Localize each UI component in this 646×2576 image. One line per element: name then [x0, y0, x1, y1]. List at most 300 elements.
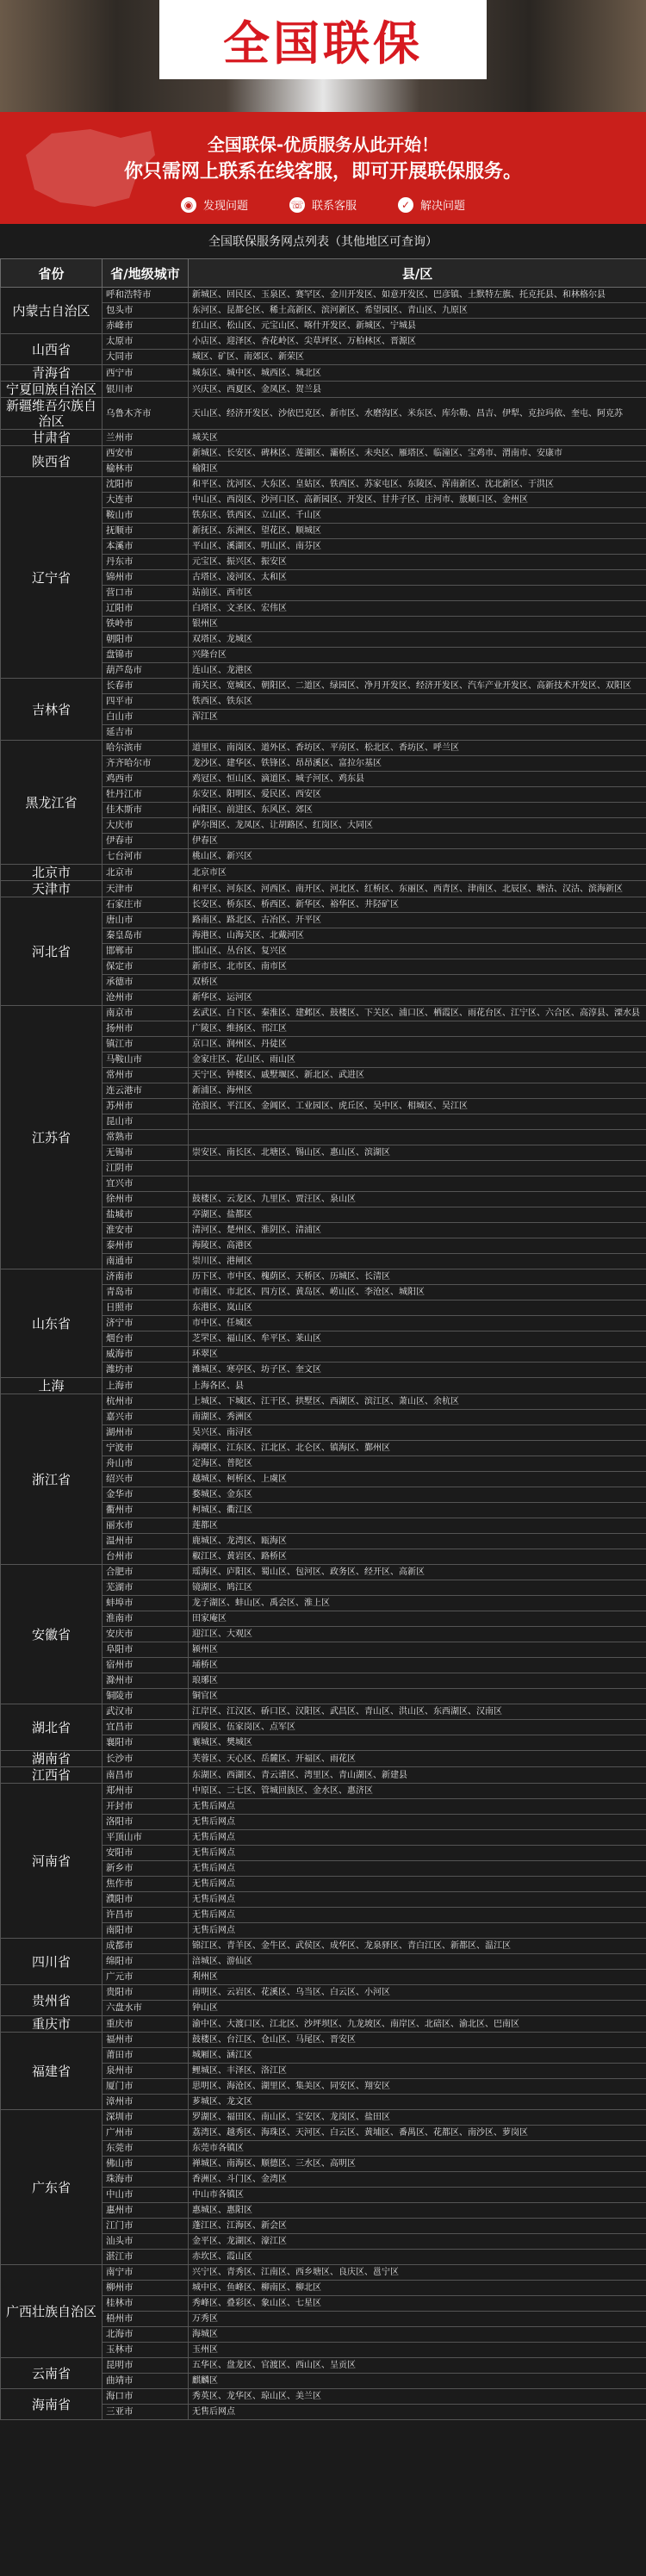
district-cell: 红山区、松山区、元宝山区、喀什开发区、新城区、宁城县 — [189, 319, 646, 334]
district-cell: 东湖区、西湖区、青云谱区、湾里区、青山湖区、新建县 — [189, 1767, 646, 1784]
district-cell: 海港区、山海关区、北戴河区 — [189, 928, 646, 944]
city-cell: 赤峰市 — [102, 319, 189, 334]
district-cell — [189, 1161, 646, 1176]
page-title: 全国联保 — [223, 16, 423, 71]
province-cell: 广东省 — [1, 2110, 102, 2265]
district-cell: 路南区、路北区、古冶区、开平区 — [189, 913, 646, 928]
city-cell: 常州市 — [102, 1068, 189, 1083]
header-province: 省份 — [1, 259, 102, 288]
city-cell: 徐州市 — [102, 1192, 189, 1207]
table-row — [1, 1394, 646, 1410]
city-cell: 太原市 — [102, 334, 189, 350]
district-cell: 潍城区、寒亭区、坊子区、奎文区 — [189, 1362, 646, 1378]
district-cell: 白塔区、文圣区、宏伟区 — [189, 601, 646, 617]
province-cell: 山东省 — [1, 1269, 102, 1378]
city-cell: 兰州市 — [102, 430, 189, 446]
city-cell: 南通市 — [102, 1254, 189, 1269]
city-cell: 襄阳市 — [102, 1735, 189, 1751]
district-cell: 惠城区、惠阳区 — [189, 2203, 646, 2219]
province-cell: 黑龙江省 — [1, 741, 102, 865]
district-cell: 锦江区、青羊区、金牛区、武侯区、成华区、龙泉驿区、青白江区、新都区、温江区 — [189, 1939, 646, 1954]
city-cell: 金华市 — [102, 1487, 189, 1503]
district-cell: 利州区 — [189, 1970, 646, 1985]
district-cell: 海曙区、江东区、江北区、北仑区、镇海区、鄞州区 — [189, 1441, 646, 1456]
step-label: 解决问题 — [420, 200, 466, 213]
city-cell: 石家庄市 — [102, 897, 189, 913]
district-cell: 新华区、运河区 — [189, 990, 646, 1006]
city-cell: 绍兴市 — [102, 1472, 189, 1487]
city-cell: 大连市 — [102, 493, 189, 508]
province-cell: 吉林省 — [1, 679, 102, 741]
district-cell: 迎江区、大观区 — [189, 1627, 646, 1642]
district-cell: 无售后网点 — [189, 1877, 646, 1892]
city-cell: 佛山市 — [102, 2157, 189, 2172]
city-cell: 苏州市 — [102, 1099, 189, 1114]
district-cell: 无售后网点 — [189, 1861, 646, 1877]
district-cell: 新浦区、海州区 — [189, 1083, 646, 1099]
city-cell: 江门市 — [102, 2219, 189, 2234]
city-cell: 齐齐哈尔市 — [102, 756, 189, 772]
district-cell: 北京市区 — [189, 865, 646, 881]
table-row — [1, 1006, 646, 1021]
city-cell: 南京市 — [102, 1006, 189, 1021]
city-cell: 本溪市 — [102, 539, 189, 555]
city-cell: 合肥市 — [102, 1565, 189, 1580]
district-cell: 崇川区、港闸区 — [189, 1254, 646, 1269]
wrench-icon: ✓ — [398, 197, 413, 213]
city-cell: 泰州市 — [102, 1238, 189, 1254]
hero-banner — [0, 0, 646, 112]
district-cell: 无售后网点 — [189, 1846, 646, 1861]
province-cell: 湖南省 — [1, 1751, 102, 1767]
district-cell: 瑶海区、庐阳区、蜀山区、包河区、政务区、经开区、高新区 — [189, 1565, 646, 1580]
district-cell: 向阳区、前进区、东风区、郊区 — [189, 803, 646, 818]
province-cell: 海南省 — [1, 2389, 102, 2420]
city-cell: 秦皇岛市 — [102, 928, 189, 944]
city-cell: 宜昌市 — [102, 1720, 189, 1735]
district-cell: 清河区、楚州区、淮阴区、清浦区 — [189, 1223, 646, 1238]
province-cell: 天津市 — [1, 881, 102, 897]
city-cell: 海口市 — [102, 2389, 189, 2405]
city-cell: 呼和浩特市 — [102, 288, 189, 303]
city-cell: 邯郸市 — [102, 944, 189, 959]
city-cell: 济宁市 — [102, 1316, 189, 1331]
city-cell: 鸡西市 — [102, 772, 189, 787]
district-cell: 萨尔图区、龙凤区、让胡路区、红岗区、大同区 — [189, 818, 646, 834]
city-cell: 七台河市 — [102, 849, 189, 865]
district-cell: 中山市各镇区 — [189, 2188, 646, 2203]
city-cell: 惠州市 — [102, 2203, 189, 2219]
service-steps — [0, 196, 646, 213]
table-row — [1, 1939, 646, 1954]
city-cell: 蚌埠市 — [102, 1596, 189, 1611]
city-cell: 银川市 — [102, 382, 189, 398]
city-cell: 榆林市 — [102, 462, 189, 477]
city-cell: 盘锦市 — [102, 648, 189, 663]
district-cell: 柯城区、衢江区 — [189, 1503, 646, 1518]
city-cell: 芜湖市 — [102, 1580, 189, 1596]
city-cell: 上海市 — [102, 1378, 189, 1394]
city-cell: 营口市 — [102, 586, 189, 601]
province-cell: 北京市 — [1, 865, 102, 881]
district-cell: 新城区、长安区、碑林区、莲湖区、灞桥区、未央区、雁塔区、临潼区、宝鸡市、渭南市、安康市 — [189, 446, 646, 462]
city-cell: 无锡市 — [102, 1145, 189, 1161]
city-cell: 承德市 — [102, 975, 189, 990]
district-cell: 禅城区、南海区、顺德区、三水区、高明区 — [189, 2157, 646, 2172]
city-cell: 厦门市 — [102, 2079, 189, 2095]
camera-icon: ◉ — [181, 197, 196, 213]
district-cell: 鲤城区、丰泽区、洛江区 — [189, 2064, 646, 2079]
district-cell: 无售后网点 — [189, 1923, 646, 1939]
district-cell: 长安区、桥东区、桥西区、新华区、裕华区、井陉矿区 — [189, 897, 646, 913]
city-cell: 曲靖市 — [102, 2374, 189, 2389]
table-row — [1, 430, 646, 446]
city-cell: 湛江市 — [102, 2250, 189, 2265]
city-cell: 牡丹江市 — [102, 787, 189, 803]
district-cell: 历下区、市中区、槐荫区、天桥区、历城区、长清区 — [189, 1269, 646, 1285]
banner-subheadline: 你只需网上联系在线客服，即可开展联保服务。 — [123, 161, 522, 183]
district-cell: 无售后网点 — [189, 2405, 646, 2420]
table-row — [1, 2358, 646, 2374]
table-row — [1, 881, 646, 897]
district-cell: 罗湖区、福田区、南山区、宝安区、龙岗区、盐田区 — [189, 2110, 646, 2126]
city-cell: 绵阳市 — [102, 1954, 189, 1970]
district-cell: 城关区 — [189, 430, 646, 446]
table-row — [1, 2389, 646, 2405]
city-cell: 锦州市 — [102, 570, 189, 586]
city-cell: 宁波市 — [102, 1441, 189, 1456]
table-row — [1, 741, 646, 756]
district-cell: 赤坎区、霞山区 — [189, 2250, 646, 2265]
step-solve-problem — [398, 196, 465, 213]
district-cell — [189, 725, 646, 741]
district-cell: 亭湖区、盐都区 — [189, 1207, 646, 1223]
district-cell: 城区、矿区、南郊区、新荣区 — [189, 350, 646, 365]
province-cell: 广西壮族自治区 — [1, 2265, 102, 2358]
city-cell: 莆田市 — [102, 2048, 189, 2064]
city-cell: 漳州市 — [102, 2095, 189, 2110]
city-cell: 宜兴市 — [102, 1176, 189, 1192]
province-cell: 四川省 — [1, 1939, 102, 1985]
district-cell: 玄武区、白下区、秦淮区、建邺区、鼓楼区、下关区、浦口区、栖霞区、雨花台区、江宁区、六合区、高淳县、溧水县 — [189, 1006, 646, 1021]
city-cell: 长春市 — [102, 679, 189, 694]
district-cell: 东港区、岚山区 — [189, 1300, 646, 1316]
table-row — [1, 679, 646, 694]
district-cell: 新城区、回民区、玉泉区、赛罕区、金川开发区、如意开发区、巴彦镇、土默特左旗、托克托县、和林格尔县 — [189, 288, 646, 303]
city-cell: 福州市 — [102, 2033, 189, 2048]
province-cell: 山西省 — [1, 334, 102, 365]
step-find-problem — [181, 196, 248, 213]
district-cell: 五华区、盘龙区、官渡区、西山区、呈贡区 — [189, 2358, 646, 2374]
city-cell: 濮阳市 — [102, 1892, 189, 1908]
province-cell: 云南省 — [1, 2358, 102, 2389]
district-cell: 蓬江区、江海区、新会区 — [189, 2219, 646, 2234]
table-row — [1, 382, 646, 398]
province-cell: 江西省 — [1, 1767, 102, 1784]
city-cell: 大同市 — [102, 350, 189, 365]
city-cell: 镇江市 — [102, 1037, 189, 1052]
city-cell: 佳木斯市 — [102, 803, 189, 818]
district-cell: 站前区、西市区 — [189, 586, 646, 601]
district-cell: 东河区、昆都仑区、稀土高新区、滨河新区、希望园区、青山区、九原区 — [189, 303, 646, 319]
district-cell: 新抚区、东洲区、望花区、顺城区 — [189, 524, 646, 539]
city-cell: 抚顺市 — [102, 524, 189, 539]
city-cell: 梧州市 — [102, 2312, 189, 2327]
table-row — [1, 1985, 646, 2001]
step-label: 发现问题 — [202, 200, 248, 213]
district-cell: 中山区、西岗区、沙河口区、高新园区、开发区、甘井子区、庄河市、旅顺口区、金州区 — [189, 493, 646, 508]
city-cell: 开封市 — [102, 1799, 189, 1815]
district-cell: 芗城区、龙文区 — [189, 2095, 646, 2110]
city-cell: 滁州市 — [102, 1673, 189, 1689]
province-cell: 青海省 — [1, 365, 102, 382]
district-cell: 京口区、润州区、丹徒区 — [189, 1037, 646, 1052]
province-cell: 辽宁省 — [1, 477, 102, 679]
province-cell: 宁夏回族自治区 — [1, 382, 102, 398]
district-cell: 市中区、任城区 — [189, 1316, 646, 1331]
city-cell: 鞍山市 — [102, 508, 189, 524]
table-row — [1, 1751, 646, 1767]
city-cell: 长沙市 — [102, 1751, 189, 1767]
city-cell: 中山市 — [102, 2188, 189, 2203]
table-header-row — [1, 259, 646, 288]
table-row — [1, 1767, 646, 1784]
district-cell: 邯山区、丛台区、复兴区 — [189, 944, 646, 959]
district-cell: 越城区、柯桥区、上虞区 — [189, 1472, 646, 1487]
city-cell: 平顶山市 — [102, 1830, 189, 1846]
district-cell: 西陵区、伍家岗区、点军区 — [189, 1720, 646, 1735]
district-cell: 吴兴区、南浔区 — [189, 1425, 646, 1441]
district-cell: 无售后网点 — [189, 1815, 646, 1830]
district-cell: 万秀区 — [189, 2312, 646, 2327]
district-cell: 连山区、龙港区 — [189, 663, 646, 679]
district-cell: 市南区、市北区、四方区、黄岛区、崂山区、李沧区、城阳区 — [189, 1285, 646, 1300]
city-cell: 保定市 — [102, 959, 189, 975]
district-cell: 鼓楼区、台江区、仓山区、马尾区、晋安区 — [189, 2033, 646, 2048]
city-cell: 日照市 — [102, 1300, 189, 1316]
district-cell: 麒麟区 — [189, 2374, 646, 2389]
district-cell: 新市区、北市区、南市区 — [189, 959, 646, 975]
city-cell: 济南市 — [102, 1269, 189, 1285]
district-cell: 浑江区 — [189, 710, 646, 725]
city-cell: 昆山市 — [102, 1114, 189, 1130]
district-cell: 海城区 — [189, 2327, 646, 2343]
city-cell: 丽水市 — [102, 1518, 189, 1534]
city-cell: 连云港市 — [102, 1083, 189, 1099]
step-contact-service — [289, 196, 357, 213]
city-cell: 南阳市 — [102, 1923, 189, 1939]
table-caption: 全国联保服务网点列表（其他地区可查询） — [0, 224, 646, 258]
province-cell: 贵州省 — [1, 1985, 102, 2016]
district-cell: 无售后网点 — [189, 1908, 646, 1923]
province-cell: 河北省 — [1, 897, 102, 1006]
district-cell: 荔湾区、越秀区、海珠区、天河区、白云区、黄埔区、番禺区、花都区、南沙区、萝岗区 — [189, 2126, 646, 2141]
city-cell: 乌鲁木齐市 — [102, 398, 189, 430]
district-cell: 城厢区、涵江区 — [189, 2048, 646, 2064]
city-cell: 六盘水市 — [102, 2001, 189, 2016]
district-cell: 鼓楼区、云龙区、九里区、贾汪区、泉山区 — [189, 1192, 646, 1207]
table-row — [1, 398, 646, 430]
city-cell: 西宁市 — [102, 365, 189, 382]
district-cell: 双桥区 — [189, 975, 646, 990]
step-label: 联系客服 — [311, 200, 357, 213]
city-cell: 辽阳市 — [102, 601, 189, 617]
district-cell: 南湖区、秀洲区 — [189, 1410, 646, 1425]
city-cell: 北海市 — [102, 2327, 189, 2343]
city-cell: 丹东市 — [102, 555, 189, 570]
district-cell: 秀峰区、叠彩区、象山区、七星区 — [189, 2296, 646, 2312]
city-cell: 广元市 — [102, 1970, 189, 1985]
city-cell: 许昌市 — [102, 1908, 189, 1923]
table-body — [1, 288, 646, 2420]
district-cell: 东莞市各镇区 — [189, 2141, 646, 2157]
city-cell: 南宁市 — [102, 2265, 189, 2281]
district-cell: 龙子湖区、蚌山区、禹会区、淮上区 — [189, 1596, 646, 1611]
table-row — [1, 446, 646, 462]
district-cell: 镜湖区、鸠江区 — [189, 1580, 646, 1596]
district-cell: 钟山区 — [189, 2001, 646, 2016]
city-cell: 桂林市 — [102, 2296, 189, 2312]
province-cell: 安徽省 — [1, 1565, 102, 1704]
table-row — [1, 288, 646, 303]
city-cell: 烟台市 — [102, 1331, 189, 1347]
hero-title-panel — [159, 0, 487, 79]
table-row — [1, 2033, 646, 2048]
city-cell: 淮南市 — [102, 1611, 189, 1627]
district-cell: 无售后网点 — [189, 1799, 646, 1815]
province-cell: 江苏省 — [1, 1006, 102, 1269]
table-row — [1, 365, 646, 382]
district-cell: 兴隆台区 — [189, 648, 646, 663]
district-cell: 田家庵区 — [189, 1611, 646, 1627]
city-cell: 天津市 — [102, 881, 189, 897]
city-cell: 焦作市 — [102, 1877, 189, 1892]
district-cell: 埇桥区 — [189, 1658, 646, 1673]
city-cell: 柳州市 — [102, 2281, 189, 2296]
city-cell: 贵阳市 — [102, 1985, 189, 2001]
district-cell: 平山区、溪湖区、明山区、南芬区 — [189, 539, 646, 555]
city-cell: 四平市 — [102, 694, 189, 710]
district-cell: 莲都区 — [189, 1518, 646, 1534]
city-cell: 郑州市 — [102, 1784, 189, 1799]
district-cell: 天宁区、钟楼区、戚墅堰区、新北区、武进区 — [189, 1068, 646, 1083]
city-cell: 湖州市 — [102, 1425, 189, 1441]
city-cell: 杭州市 — [102, 1394, 189, 1410]
table-row — [1, 1784, 646, 1799]
city-cell: 东莞市 — [102, 2141, 189, 2157]
city-cell: 新乡市 — [102, 1861, 189, 1877]
district-cell: 芙蓉区、天心区、岳麓区、开福区、雨花区 — [189, 1751, 646, 1767]
district-cell: 道里区、南岗区、道外区、香坊区、平房区、松北区、香坊区、呼兰区 — [189, 741, 646, 756]
district-cell: 元宝区、振兴区、振安区 — [189, 555, 646, 570]
city-cell: 盐城市 — [102, 1207, 189, 1223]
service-network-table — [0, 258, 646, 2420]
province-cell: 上海 — [1, 1378, 102, 1394]
district-cell: 金家庄区、花山区、雨山区 — [189, 1052, 646, 1068]
district-cell: 伊春区 — [189, 834, 646, 849]
district-cell — [189, 1130, 646, 1145]
district-cell: 龙沙区、建华区、铁锋区、昂昂溪区、富拉尔基区 — [189, 756, 646, 772]
city-cell: 西安市 — [102, 446, 189, 462]
city-cell: 威海市 — [102, 1347, 189, 1362]
city-cell: 唐山市 — [102, 913, 189, 928]
city-cell: 重庆市 — [102, 2016, 189, 2033]
district-cell: 婺城区、金东区 — [189, 1487, 646, 1503]
city-cell: 大庆市 — [102, 818, 189, 834]
district-cell: 榆阳区 — [189, 462, 646, 477]
city-cell: 扬州市 — [102, 1021, 189, 1037]
table-row — [1, 2016, 646, 2033]
table-row — [1, 897, 646, 913]
district-cell: 颍州区 — [189, 1642, 646, 1658]
district-cell — [189, 1114, 646, 1130]
district-cell: 崇安区、南长区、北塘区、锡山区、惠山区、滨湖区 — [189, 1145, 646, 1161]
district-cell: 和平区、沈河区、大东区、皇姑区、铁西区、苏家屯区、东陵区、浑南新区、沈北新区、于洪区 — [189, 477, 646, 493]
district-cell: 上海各区、县 — [189, 1378, 646, 1394]
district-cell: 南关区、宽城区、朝阳区、二道区、绿园区、净月开发区、经济开发区、汽车产业开发区、高新技术开发区、双阳区 — [189, 679, 646, 694]
city-cell: 常熟市 — [102, 1130, 189, 1145]
table-row — [1, 334, 646, 350]
city-cell: 珠海市 — [102, 2172, 189, 2188]
district-cell: 桃山区、新兴区 — [189, 849, 646, 865]
district-cell: 双塔区、龙城区 — [189, 632, 646, 648]
district-cell: 襄城区、樊城区 — [189, 1735, 646, 1751]
city-cell: 沈阳市 — [102, 477, 189, 493]
city-cell: 青岛市 — [102, 1285, 189, 1300]
district-cell: 海陵区、高港区 — [189, 1238, 646, 1254]
province-cell: 河南省 — [1, 1784, 102, 1939]
district-cell: 定海区、普陀区 — [189, 1456, 646, 1472]
city-cell: 武汉市 — [102, 1704, 189, 1720]
city-cell: 台州市 — [102, 1549, 189, 1565]
city-cell: 铁岭市 — [102, 617, 189, 632]
city-cell: 阜阳市 — [102, 1642, 189, 1658]
table-row — [1, 2110, 646, 2126]
city-cell: 包头市 — [102, 303, 189, 319]
city-cell: 沧州市 — [102, 990, 189, 1006]
city-cell: 舟山市 — [102, 1456, 189, 1472]
city-cell: 宿州市 — [102, 1658, 189, 1673]
city-cell: 马鞍山市 — [102, 1052, 189, 1068]
district-cell: 涪城区、游仙区 — [189, 1954, 646, 1970]
city-cell: 玉林市 — [102, 2343, 189, 2358]
district-cell: 鸡冠区、恒山区、滴道区、城子河区、鸡东县 — [189, 772, 646, 787]
city-cell: 昆明市 — [102, 2358, 189, 2374]
district-cell: 无售后网点 — [189, 1830, 646, 1846]
province-cell: 新疆维吾尔族自治区 — [1, 398, 102, 430]
district-cell: 沧浪区、平江区、金阊区、工业园区、虎丘区、吴中区、相城区、吴江区 — [189, 1099, 646, 1114]
city-cell: 江阴市 — [102, 1161, 189, 1176]
city-cell: 北京市 — [102, 865, 189, 881]
district-cell: 琅琊区 — [189, 1673, 646, 1689]
header-city: 省/地级城市 — [102, 259, 189, 288]
district-cell: 鹿城区、龙湾区、瓯海区 — [189, 1534, 646, 1549]
district-cell: 环翠区 — [189, 1347, 646, 1362]
district-cell: 秀英区、龙华区、琼山区、美兰区 — [189, 2389, 646, 2405]
headset-icon: ☏ — [290, 198, 304, 211]
city-cell: 安庆市 — [102, 1627, 189, 1642]
table-row — [1, 2265, 646, 2281]
district-cell: 椒江区、黄岩区、路桥区 — [189, 1549, 646, 1565]
district-cell: 南明区、云岩区、花溪区、乌当区、白云区、小河区 — [189, 1985, 646, 2001]
province-cell: 内蒙古自治区 — [1, 288, 102, 334]
city-cell: 安阳市 — [102, 1846, 189, 1861]
district-cell: 古塔区、凌河区、太和区 — [189, 570, 646, 586]
district-cell: 无售后网点 — [189, 1892, 646, 1908]
table-row — [1, 477, 646, 493]
district-cell: 城东区、城中区、城西区、城北区 — [189, 365, 646, 382]
district-cell: 天山区、经济开发区、沙依巴克区、新市区、水磨沟区、米东区、库尔勒、昌吉、伊犁、克拉玛依、奎屯、阿克苏 — [189, 398, 646, 430]
